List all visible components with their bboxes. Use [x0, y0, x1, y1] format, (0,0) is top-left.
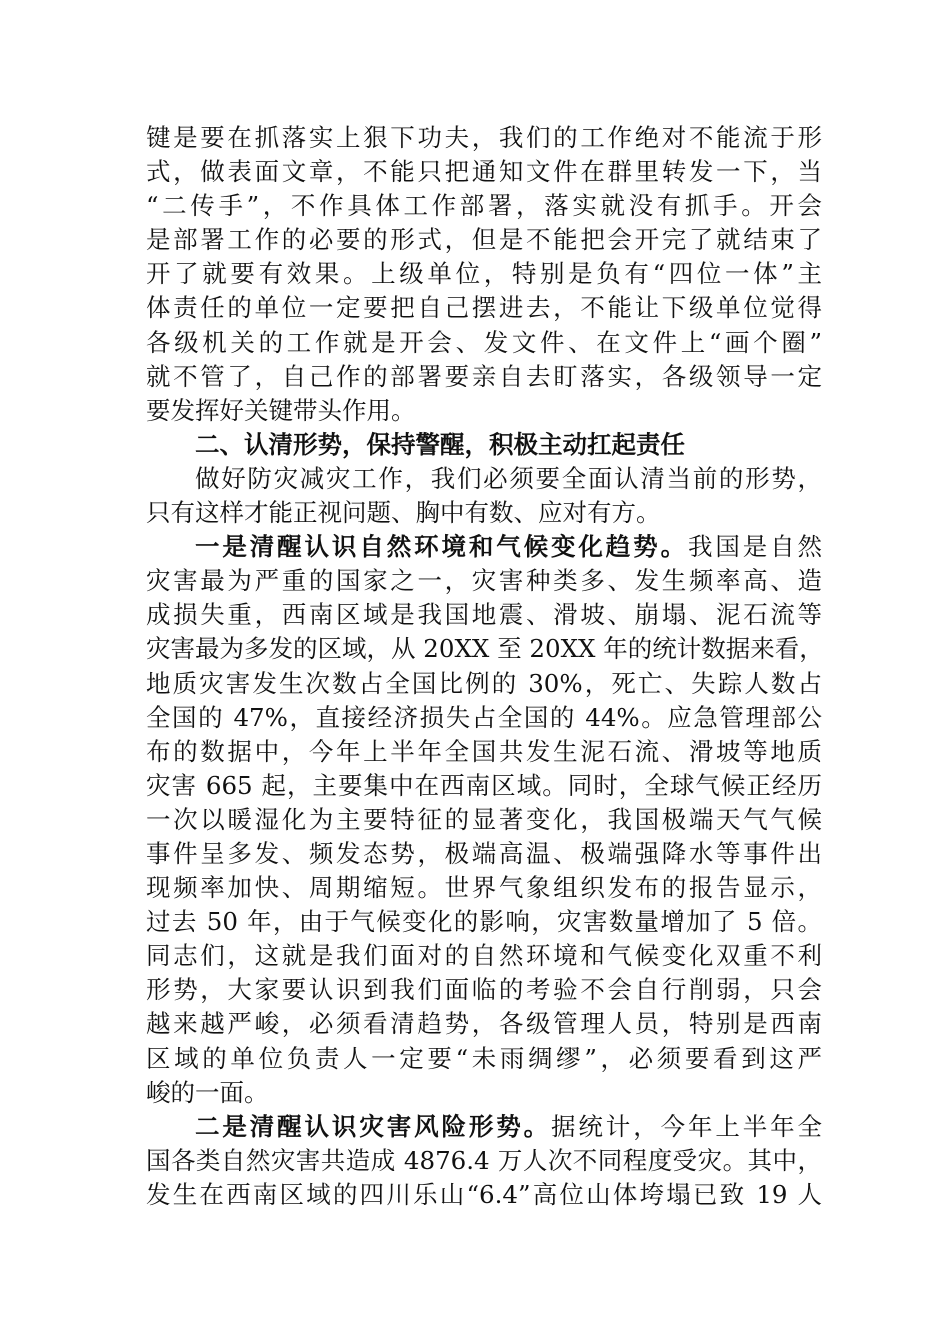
document-body	[146, 121, 822, 1212]
text-line: 灾害最为多发的区域，从 20XX 至 20XX 年的统计数据来看，	[146, 634, 824, 664]
text-line: 一次以暖湿化为主要特征的显著变化，我国极端天气气候	[146, 804, 822, 834]
text-line: 峻的一面。	[146, 1077, 269, 1107]
text-line: 地质灾害发生次数占全国比例的 30%，死亡、失踪人数占	[146, 668, 822, 698]
text-line: 现频率加快、周期缩短。世界气象组织发布的报告显示，	[146, 873, 822, 903]
text-span: 我国是自然	[687, 532, 822, 562]
text-line: 各级机关的工作就是开会、发文件、在文件上“画个圈”	[146, 327, 822, 357]
paragraph-lead-line	[146, 530, 822, 564]
text-line: “二传手”，不作具体工作部署，落实就没有抓手。开会	[146, 191, 822, 221]
text-line: 只有这样才能正视问题、胸中有数、应对有方。	[146, 498, 661, 528]
text-line: 过去 50 年，由于气候变化的影响，灾害数量增加了 5 倍。	[146, 907, 822, 937]
bold-lead-text: 二是清醒认识灾害风险形势。	[195, 1111, 552, 1141]
text-line: 是部署工作的必要的形式，但是不能把会开完了就结束了	[146, 225, 822, 255]
bold-lead-text: 一是清醒认识自然环境和气候变化趋势。	[195, 532, 688, 562]
text-line: 式，做表面文章，不能只把通知文件在群里转发一下，当	[146, 157, 822, 187]
text-line: 同志们，这就是我们面对的自然环境和气候变化双重不利	[146, 941, 822, 971]
paragraph-lead-line	[146, 1110, 822, 1144]
text-line: 全国的 47%，直接经济损失占全国的 44%。应急管理部公	[146, 702, 822, 732]
text-line: 布的数据中，今年上半年全国共发生泥石流、滑坡等地质	[146, 736, 822, 766]
text-line: 就不管了，自己作的部署要亲自去盯落实，各级领导一定	[146, 361, 822, 391]
text-line: 灾害最为严重的国家之一，灾害种类多、发生频率高、造	[146, 566, 822, 596]
text-line: 越来越严峻，必须看清趋势，各级管理人员，特别是西南	[146, 1009, 822, 1039]
text-line: 做好防灾减灾工作，我们必须要全面认清当前的形势，	[195, 463, 822, 493]
text-line: 灾害 665 起，主要集中在西南区域。同时，全球气候正经历	[146, 770, 822, 800]
text-line: 国各类自然灾害共造成 4876.4 万人次不同程度受灾。其中，	[146, 1145, 822, 1175]
text-line: 体责任的单位一定要把自己摆进去，不能让下级单位觉得	[146, 293, 822, 323]
text-span: 据统计，今年上半年全	[551, 1111, 823, 1141]
section-heading: 二、认清形势，保持警醒，积极主动扛起责任	[195, 429, 685, 459]
text-line: 形势，大家要认识到我们面临的考验不会自行削弱，只会	[146, 975, 822, 1005]
text-line: 发生在西南区域的四川乐山“6.4”高位山体垮塌已致 19 人	[146, 1179, 822, 1209]
text-line: 成损失重，西南区域是我国地震、滑坡、崩塌、泥石流等	[146, 600, 822, 630]
text-line: 事件呈多发、频发态势，极端高温、极端强降水等事件出	[146, 838, 822, 868]
text-line: 要发挥好关键带头作用。	[146, 395, 416, 425]
text-line: 开了就要有效果。上级单位，特别是负有“四位一体”主	[146, 259, 822, 289]
text-line: 区域的单位负责人一定要“未雨绸缪”，必须要看到这严	[146, 1043, 822, 1073]
text-line: 键是要在抓落实上狠下功夫，我们的工作绝对不能流于形	[146, 123, 822, 152]
